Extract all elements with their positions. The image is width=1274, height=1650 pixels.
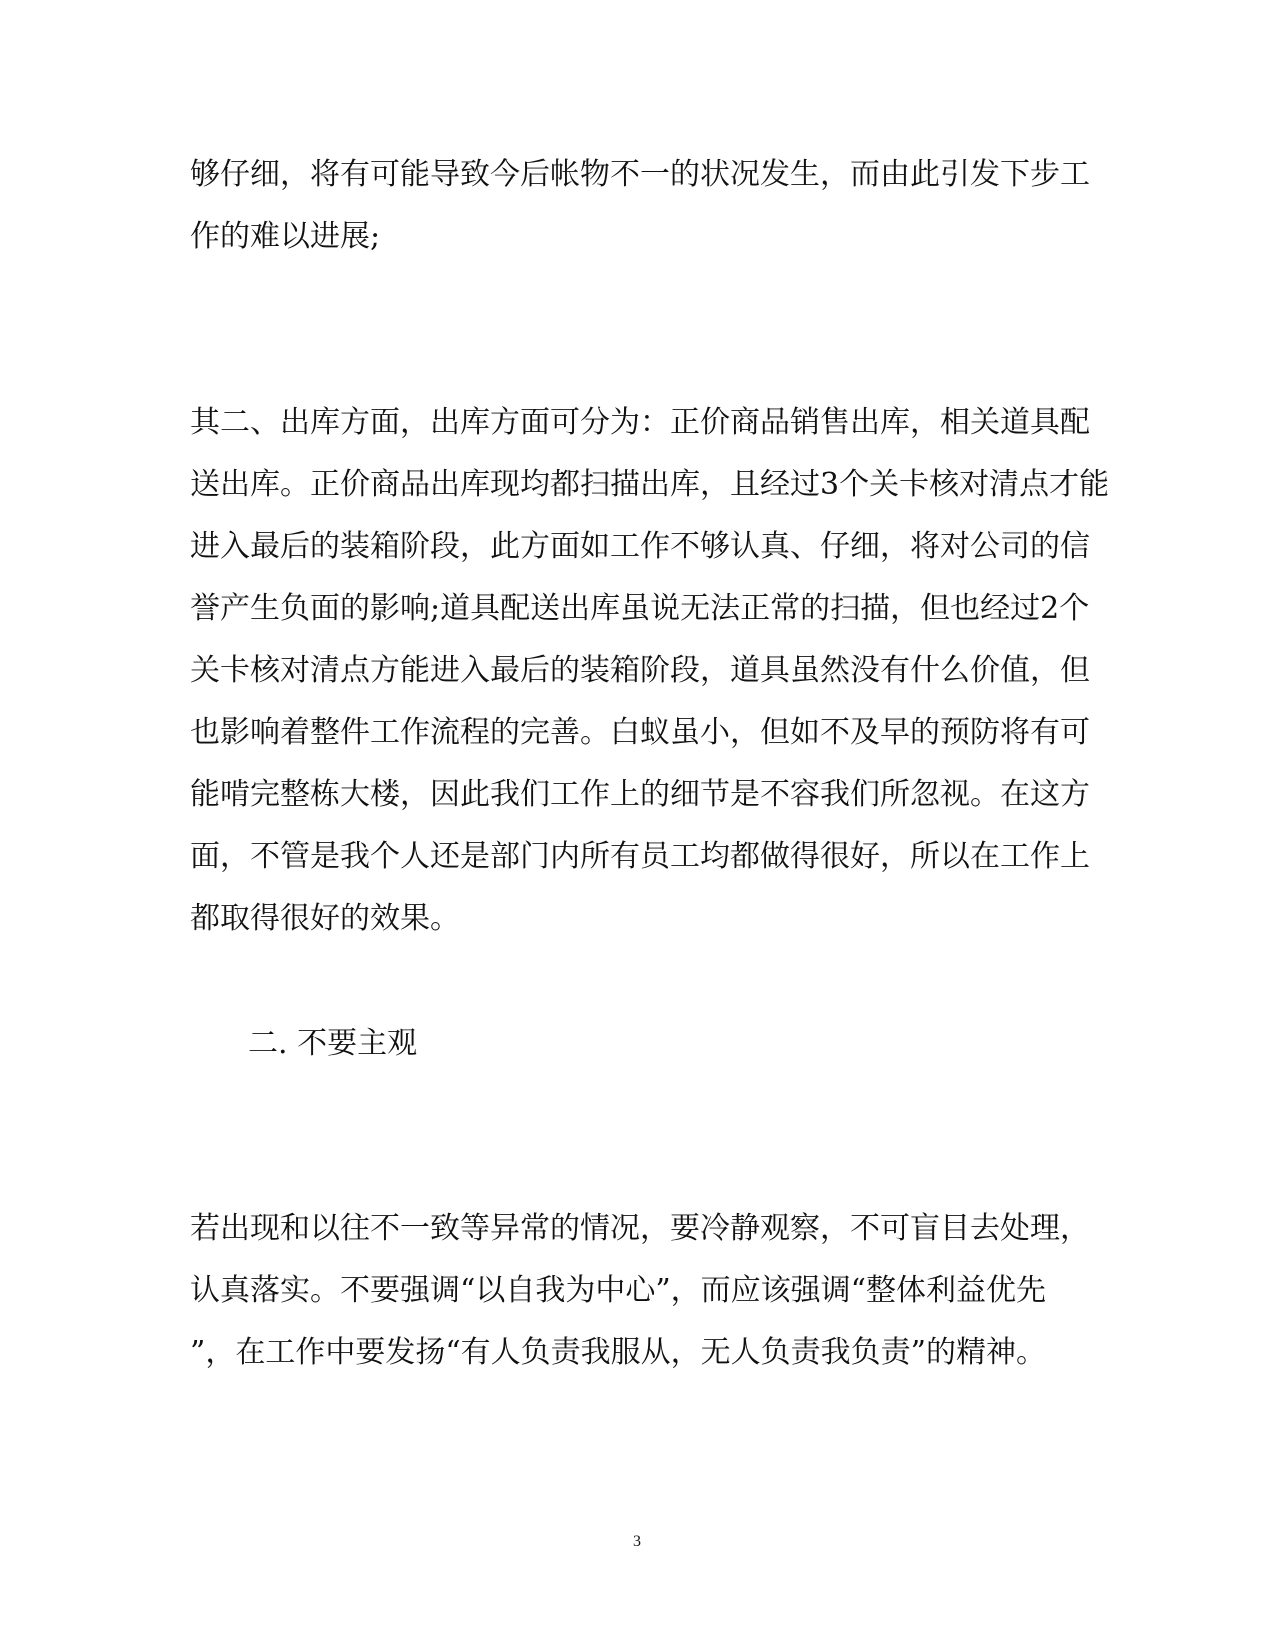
paragraph-1-line-1: 够仔细，将有可能导致今后帐物不一的状况发生，而由此引发下步工 [190, 157, 1090, 192]
paragraph-2-line-3: 进入最后的装箱阶段，此方面如工作不够认真、仔细，将对公司的信 [190, 529, 1090, 564]
paragraph-2-line-5: 关卡核对清点方能进入最后的装箱阶段，道具虽然没有什么价值，但 [190, 653, 1090, 688]
paragraph-1-line-2: 作的难以进展; [190, 219, 381, 254]
paragraph-2-line-6: 也影响着整件工作流程的完善。白蚁虽小，但如不及早的预防将有可 [190, 715, 1090, 750]
paragraph-2-line-9: 都取得很好的效果。 [190, 901, 460, 936]
paragraph-2-line-2: 送出库。正价商品出库现均都扫描出库，且经过3个关卡核对清点才能 [190, 467, 1110, 502]
page-number: 3 [633, 1533, 641, 1550]
section-heading: 二. 不要主观 [248, 1026, 418, 1061]
paragraph-2-line-1: 其二、出库方面，出库方面可分为：正价商品销售出库，相关道具配 [190, 405, 1090, 440]
paragraph-2-line-8: 面，不管是我个人还是部门内所有员工均都做得很好，所以在工作上 [190, 839, 1090, 874]
paragraph-2-line-4: 誉产生负面的影响;道具配送出库虽说无法正常的扫描，但也经过2个 [190, 591, 1090, 626]
paragraph-3-line-3: ”，在工作中要发扬“有人负责我服从，无人负责我负责”的精神。 [190, 1335, 1047, 1370]
paragraph-3-line-1: 若出现和以往不一致等异常的情况，要冷静观察，不可盲目去处理， [190, 1211, 1090, 1246]
paragraph-3-line-2: 认真落实。不要强调“以自我为中心”，而应该强调“整体利益优先 [190, 1273, 1047, 1308]
paragraph-2-line-7: 能啃完整栋大楼，因此我们工作上的细节是不容我们所忽视。在这方 [190, 777, 1090, 812]
